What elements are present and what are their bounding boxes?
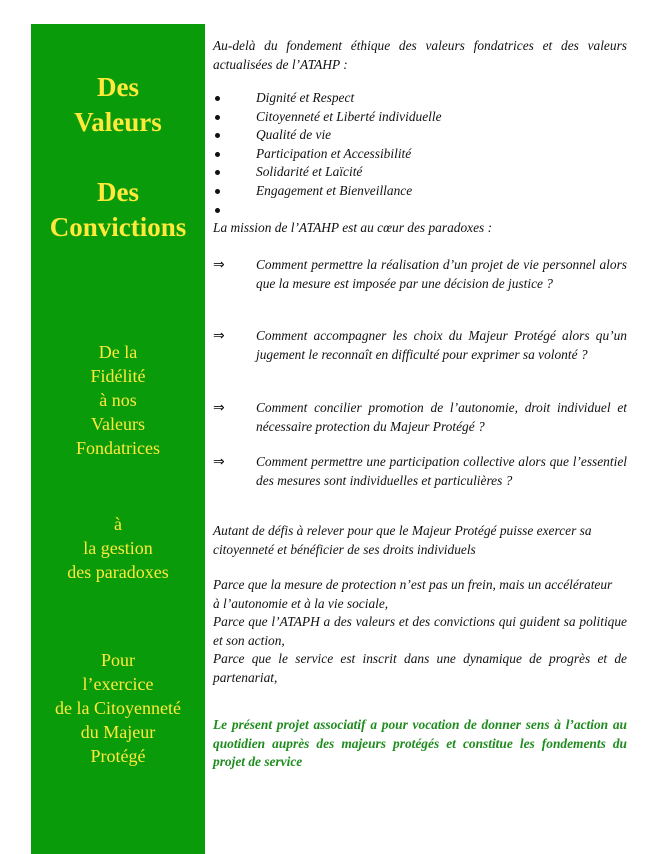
list-item	[213, 108, 627, 127]
value-label: Qualité de vie	[256, 127, 332, 143]
section-line: Fidélité	[90, 366, 146, 386]
mission-statement: La mission de l’ATAHP est au cœur des paradoxes :	[213, 220, 493, 235]
heading-line: Convictions	[49, 212, 187, 242]
bullet-icon	[215, 170, 220, 175]
heading-line: Des	[97, 72, 139, 102]
heading-line: Des	[97, 177, 139, 207]
intro-paragraph: Au-delà du fondement éthique des valeurs fondatrices et des valeurs actualisées de l’ATAHP :	[213, 38, 627, 72]
question-item	[213, 399, 627, 436]
question-text: Comment accompagner les choix du Majeur Protégé alors qu’un jugement le reconnaît en difficulté pour exprimer sa volonté ?	[256, 328, 627, 362]
question-item	[213, 256, 627, 293]
heading-line: Valeurs	[74, 107, 162, 137]
because-paragraph-3: Parce que le service est inscrit dans une dynamique de progrès et de partenariat,	[213, 651, 627, 685]
section-line: à nos	[99, 390, 137, 410]
double-arrow-icon: ⇒	[213, 257, 225, 273]
section-paradoxes	[31, 512, 205, 584]
list-item	[213, 182, 627, 201]
question-text: Comment permettre une participation collective alors que l’essentiel des mesures sont individuelles et particulières ?	[256, 454, 627, 488]
question-text: Comment permettre la réalisation d’un projet de vie personnel alors que la mesure est imposée par une décision de justice ?	[256, 257, 627, 291]
bullet-icon	[215, 96, 220, 101]
section-line: à	[114, 514, 122, 534]
values-list	[213, 89, 627, 219]
challenges-paragraph: Autant de défis à relever pour que le Majeur Protégé puisse exercer sa citoyenneté et bénéficier de ses droits individuels	[213, 523, 592, 557]
section-line: l’exercice	[82, 674, 154, 694]
question-item	[213, 327, 627, 364]
green-sidebar	[31, 24, 205, 854]
section-line: De la	[98, 342, 138, 362]
conclusion-paragraph: Le présent projet associatif a pour vocation de donner sens à l’action au quotidien auprès des majeurs protégés et constitue les fondements du projet de service	[213, 717, 627, 769]
section-line: des paradoxes	[67, 562, 169, 582]
value-label: Solidarité et Laïcité	[256, 164, 363, 180]
double-arrow-icon: ⇒	[213, 400, 225, 416]
list-item	[213, 163, 627, 182]
list-item	[213, 145, 627, 164]
because-paragraph-1: Parce que la mesure de protection n’est pas un frein, mais un accélérateur à l’autonomie et à la vie sociale,	[213, 577, 613, 611]
section-line: Valeurs	[91, 414, 145, 434]
heading-des-convictions	[31, 175, 205, 245]
bullet-icon	[215, 189, 220, 194]
value-label: Citoyenneté et Liberté individuelle	[256, 108, 442, 124]
bullet-icon	[215, 208, 220, 213]
value-label: Engagement et Bienveillance	[256, 182, 413, 198]
section-line: du Majeur	[80, 722, 156, 742]
section-citoyennete	[31, 648, 205, 768]
value-label: Participation et Accessibilité	[256, 145, 412, 161]
section-fidelite	[31, 340, 205, 460]
question-item	[213, 453, 627, 490]
bullet-icon	[215, 152, 220, 157]
bullet-icon	[215, 133, 220, 138]
double-arrow-icon: ⇒	[213, 328, 225, 344]
section-line: Fondatrices	[76, 438, 160, 458]
heading-des-valeurs	[31, 70, 205, 140]
list-item	[213, 201, 627, 220]
section-line: Protégé	[90, 746, 146, 766]
because-paragraph-2: Parce que l’ATAPH a des valeurs et des convictions qui guident sa politique et son action,	[213, 614, 627, 648]
question-text: Comment concilier promotion de l’autonomie, droit individuel et nécessaire protection du Majeur Protégé ?	[256, 400, 627, 434]
list-item	[213, 126, 627, 145]
double-arrow-icon: ⇒	[213, 454, 225, 470]
bullet-icon	[215, 115, 220, 120]
section-line: de la Citoyenneté	[55, 698, 181, 718]
section-line: la gestion	[83, 538, 153, 558]
value-label: Dignité et Respect	[256, 90, 355, 105]
section-line: Pour	[100, 650, 135, 670]
list-item	[213, 89, 627, 108]
